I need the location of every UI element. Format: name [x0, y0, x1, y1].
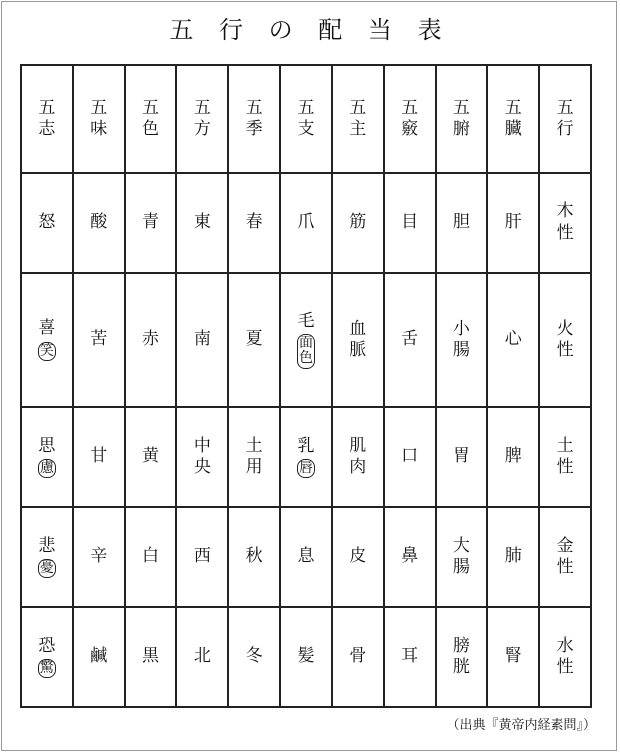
- cell-content: [557, 536, 574, 579]
- table-cell: [125, 507, 177, 607]
- header-label: [38, 98, 55, 141]
- cell-text-line: 春: [245, 212, 263, 233]
- table-cell: [539, 407, 591, 507]
- table-cell: [73, 507, 125, 607]
- cell-content: [557, 319, 574, 362]
- table-cell: [73, 273, 125, 407]
- table-cell: [21, 273, 73, 407]
- table-cell: [539, 507, 591, 607]
- table-cell: [487, 507, 539, 607]
- cell-text-line: 辛: [90, 546, 108, 567]
- table-cell: [539, 273, 591, 407]
- cell-text-line: 東: [193, 212, 211, 233]
- header-label-line: 五: [142, 97, 160, 118]
- table-cell: [73, 173, 125, 273]
- table-cell: [384, 173, 436, 273]
- table-cell: [384, 407, 436, 507]
- header-label-line: 腑: [452, 118, 470, 139]
- cell-text-line: 大: [452, 535, 470, 556]
- cell-content: [90, 546, 107, 567]
- paren-text-line: 慮: [39, 459, 54, 476]
- table-cell: [332, 507, 384, 607]
- table-row: [21, 173, 591, 273]
- cell-content: [505, 546, 522, 567]
- cell-text-line: 南: [193, 329, 211, 350]
- cell-content: [297, 436, 315, 479]
- header-label: [453, 98, 470, 141]
- cell-content: [194, 436, 211, 479]
- table-cell: [125, 407, 177, 507]
- header-label-line: 方: [193, 118, 211, 139]
- cell-content: [349, 212, 366, 233]
- cell-text-line: 央: [193, 456, 211, 477]
- cell-text-line: 肌: [349, 435, 367, 456]
- cell-text-line: 舌: [401, 329, 419, 350]
- cell-content: [142, 212, 159, 233]
- paren-text-line: 唇: [298, 459, 313, 476]
- cell-content: [38, 318, 56, 361]
- cell-text-line: 赤: [142, 329, 160, 350]
- table-cell: [21, 407, 73, 507]
- cell-content: [90, 646, 107, 667]
- cell-text-line: 心: [504, 329, 522, 350]
- table-cell: [436, 273, 488, 407]
- cell-text-line: 筋: [349, 212, 367, 233]
- cell-content: [401, 212, 418, 233]
- cell-text-line: 脾: [504, 446, 522, 467]
- cell-content: [38, 536, 56, 579]
- cell-text-line: 脈: [349, 339, 367, 360]
- cell-text-line: 西: [193, 546, 211, 567]
- header-label: [557, 98, 574, 141]
- cell-content: [349, 646, 366, 667]
- paren-text-line: 憂: [39, 559, 54, 576]
- cell-content: [505, 329, 522, 350]
- header-cell: [125, 65, 177, 173]
- cell-content: [557, 436, 574, 479]
- header-cell: [384, 65, 436, 173]
- table-cell: [125, 273, 177, 407]
- cell-content: [401, 546, 418, 567]
- table-cell: [280, 507, 332, 607]
- header-cell: [228, 65, 280, 173]
- table-cell: [280, 607, 332, 707]
- parenthetical-note: [38, 559, 56, 578]
- table-cell: [228, 407, 280, 507]
- cell-text-line: 白: [142, 546, 160, 567]
- table-cell: [21, 173, 73, 273]
- header-label-line: 主: [349, 118, 367, 139]
- cell-content: [401, 646, 418, 667]
- table-cell: [332, 273, 384, 407]
- header-label-line: 五: [401, 97, 419, 118]
- cell-text-line: 息: [297, 546, 315, 567]
- header-label: [505, 98, 522, 141]
- cell-text-line: 土: [556, 435, 574, 456]
- cell-content: [246, 329, 263, 350]
- header-label-line: 五: [193, 97, 211, 118]
- header-label: [142, 98, 159, 141]
- header-cell: [176, 65, 228, 173]
- cell-content: [142, 329, 159, 350]
- header-label-line: 五: [38, 97, 56, 118]
- table-cell: [228, 173, 280, 273]
- cell-text-line: 鹹: [90, 646, 108, 667]
- header-cell: [73, 65, 125, 173]
- cell-text-line: 鼻: [401, 546, 419, 567]
- cell-text-line: 冬: [245, 646, 263, 667]
- table-cell: [280, 173, 332, 273]
- parenthetical-note: [38, 659, 56, 678]
- table-cell: [228, 273, 280, 407]
- table-cell: [436, 173, 488, 273]
- paren-text-line: 驚: [39, 659, 54, 676]
- table-cell: [125, 607, 177, 707]
- cell-content: [38, 212, 55, 233]
- cell-text-line: 骨: [349, 646, 367, 667]
- cell-text-line: 夏: [245, 329, 263, 350]
- table-cell: [73, 407, 125, 507]
- cell-text-line: 黒: [142, 646, 160, 667]
- cell-text-line: 苦: [90, 329, 108, 350]
- cell-text-line: 青: [142, 212, 160, 233]
- cell-text-line: 胆: [452, 212, 470, 233]
- cell-content: [194, 212, 211, 233]
- table-row: [21, 407, 591, 507]
- cell-text-line: 胱: [452, 656, 470, 677]
- header-label-line: 季: [245, 118, 263, 139]
- cell-content: [38, 436, 56, 479]
- header-cell: [436, 65, 488, 173]
- cell-content: [453, 446, 470, 467]
- table-cell: [280, 407, 332, 507]
- table-cell: [487, 407, 539, 507]
- table-cell: [384, 273, 436, 407]
- header-label-line: 志: [38, 118, 56, 139]
- parenthetical-note: [38, 342, 56, 361]
- header-label-line: 五: [245, 97, 263, 118]
- cell-content: [505, 212, 522, 233]
- table-cell: [228, 507, 280, 607]
- cell-content: [453, 319, 470, 362]
- cell-text-line: 性: [556, 222, 574, 243]
- cell-text-line: 腎: [504, 646, 522, 667]
- table-cell: [487, 273, 539, 407]
- header-label-line: 支: [297, 118, 315, 139]
- cell-content: [90, 329, 107, 350]
- table-cell: [332, 607, 384, 707]
- cell-content: [297, 646, 314, 667]
- cell-text-line: 血: [349, 318, 367, 339]
- table-cell: [176, 407, 228, 507]
- cell-text-line: 性: [556, 656, 574, 677]
- cell-content: [349, 436, 366, 479]
- table-cell: [176, 173, 228, 273]
- header-label: [194, 98, 211, 141]
- cell-content: [401, 329, 418, 350]
- cell-text-line: 秋: [245, 546, 263, 567]
- cell-text-line: 性: [556, 556, 574, 577]
- page-title: 五 行 の 配 当 表: [169, 16, 451, 44]
- cell-text-line: 木: [556, 201, 574, 222]
- header-label-line: 臓: [504, 118, 522, 139]
- table-cell: [228, 607, 280, 707]
- cell-content: [453, 212, 470, 233]
- cell-content: [557, 201, 574, 244]
- cell-content: [142, 546, 159, 567]
- table-cell: [176, 273, 228, 407]
- cell-text-line: 水: [556, 635, 574, 656]
- cell-content: [194, 329, 211, 350]
- cell-text-line: 腸: [452, 556, 470, 577]
- cell-content: [246, 212, 263, 233]
- table-cell: [539, 607, 591, 707]
- parenthetical-note: [297, 459, 315, 478]
- header-label: [246, 98, 263, 141]
- cell-text-line: 目: [401, 212, 419, 233]
- table-cell: [280, 273, 332, 407]
- header-cell: [487, 65, 539, 173]
- cell-content: [246, 646, 263, 667]
- cell-text-line: 肉: [349, 456, 367, 477]
- table-cell: [176, 607, 228, 707]
- cell-text-line: 火: [556, 318, 574, 339]
- header-label-line: 色: [142, 118, 160, 139]
- five-elements-table: [20, 64, 592, 708]
- header-label-line: 五: [556, 97, 574, 118]
- cell-text-line: 腸: [452, 339, 470, 360]
- cell-content: [297, 311, 315, 369]
- header-label: [297, 98, 314, 141]
- cell-text-line: 毛: [297, 310, 315, 331]
- table-cell: [21, 607, 73, 707]
- header-label-line: 五: [90, 97, 108, 118]
- table-cell: [487, 607, 539, 707]
- table-row: [21, 607, 591, 707]
- table-row: [21, 507, 591, 607]
- header-label-line: 行: [556, 118, 574, 139]
- header-label-line: 五: [504, 97, 522, 118]
- header-label: [90, 98, 107, 141]
- cell-text-line: 小: [452, 318, 470, 339]
- table-cell: [332, 173, 384, 273]
- cell-text-line: 性: [556, 456, 574, 477]
- cell-text-line: 思: [38, 435, 56, 456]
- cell-text-line: 酸: [90, 212, 108, 233]
- table-cell: [487, 173, 539, 273]
- header-cell: [539, 65, 591, 173]
- table-cell: [384, 507, 436, 607]
- cell-text-line: 乳: [297, 435, 315, 456]
- cell-text-line: 土: [245, 435, 263, 456]
- cell-content: [349, 319, 366, 362]
- cell-content: [246, 436, 263, 479]
- table-cell: [73, 607, 125, 707]
- cell-text-line: 甘: [90, 446, 108, 467]
- table-cell: [176, 507, 228, 607]
- cell-text-line: 怒: [38, 212, 56, 233]
- cell-content: [246, 546, 263, 567]
- cell-text-line: 悲: [38, 535, 56, 556]
- table-cell: [436, 507, 488, 607]
- cell-content: [401, 446, 418, 467]
- table-cell: [332, 407, 384, 507]
- table-cell: [436, 407, 488, 507]
- header-cell: [332, 65, 384, 173]
- header-cell: [21, 65, 73, 173]
- cell-text-line: 金: [556, 535, 574, 556]
- cell-text-line: 黄: [142, 446, 160, 467]
- cell-content: [90, 212, 107, 233]
- cell-text-line: 性: [556, 339, 574, 360]
- paren-text-line: 面: [298, 334, 313, 351]
- cell-content: [453, 536, 470, 579]
- header-label-line: 五: [452, 97, 470, 118]
- table-cell: [436, 607, 488, 707]
- cell-content: [557, 636, 574, 679]
- header-row: [21, 65, 591, 173]
- cell-text-line: 胃: [452, 446, 470, 467]
- cell-content: [38, 636, 56, 679]
- header-label-line: 五: [297, 97, 315, 118]
- header-label-line: 竅: [401, 118, 419, 139]
- cell-text-line: 口: [401, 446, 419, 467]
- cell-text-line: 髪: [297, 646, 315, 667]
- cell-content: [90, 446, 107, 467]
- source-citation: （出典『黄帝内経素問』）: [446, 718, 596, 733]
- table-cell: [384, 607, 436, 707]
- cell-text-line: 耳: [401, 646, 419, 667]
- paren-text-line: 笑: [39, 342, 54, 359]
- cell-content: [194, 646, 211, 667]
- cell-content: [297, 546, 314, 567]
- cell-text-line: 皮: [349, 546, 367, 567]
- cell-text-line: 恐: [38, 635, 56, 656]
- cell-content: [142, 446, 159, 467]
- cell-content: [505, 646, 522, 667]
- paren-text-line: 色: [298, 350, 313, 367]
- cell-content: [297, 212, 314, 233]
- table-cell: [21, 507, 73, 607]
- cell-content: [453, 636, 470, 679]
- header-cell: [280, 65, 332, 173]
- cell-text-line: 用: [245, 456, 263, 477]
- cell-text-line: 喜: [38, 318, 56, 339]
- table-cell: [539, 173, 591, 273]
- table-cell: [125, 173, 177, 273]
- cell-text-line: 膀: [452, 635, 470, 656]
- header-label: [349, 98, 366, 141]
- cell-content: [349, 546, 366, 567]
- cell-text-line: 北: [193, 646, 211, 667]
- cell-content: [194, 546, 211, 567]
- header-label-line: 味: [90, 118, 108, 139]
- cell-text-line: 爪: [297, 212, 315, 233]
- cell-text-line: 肝: [504, 212, 522, 233]
- cell-content: [142, 646, 159, 667]
- cell-text-line: 肺: [504, 546, 522, 567]
- header-label-line: 五: [349, 97, 367, 118]
- cell-content: [505, 446, 522, 467]
- parenthetical-note: [38, 459, 56, 478]
- header-label: [401, 98, 418, 141]
- parenthetical-note: [297, 334, 315, 369]
- cell-text-line: 中: [193, 435, 211, 456]
- table-row: [21, 273, 591, 407]
